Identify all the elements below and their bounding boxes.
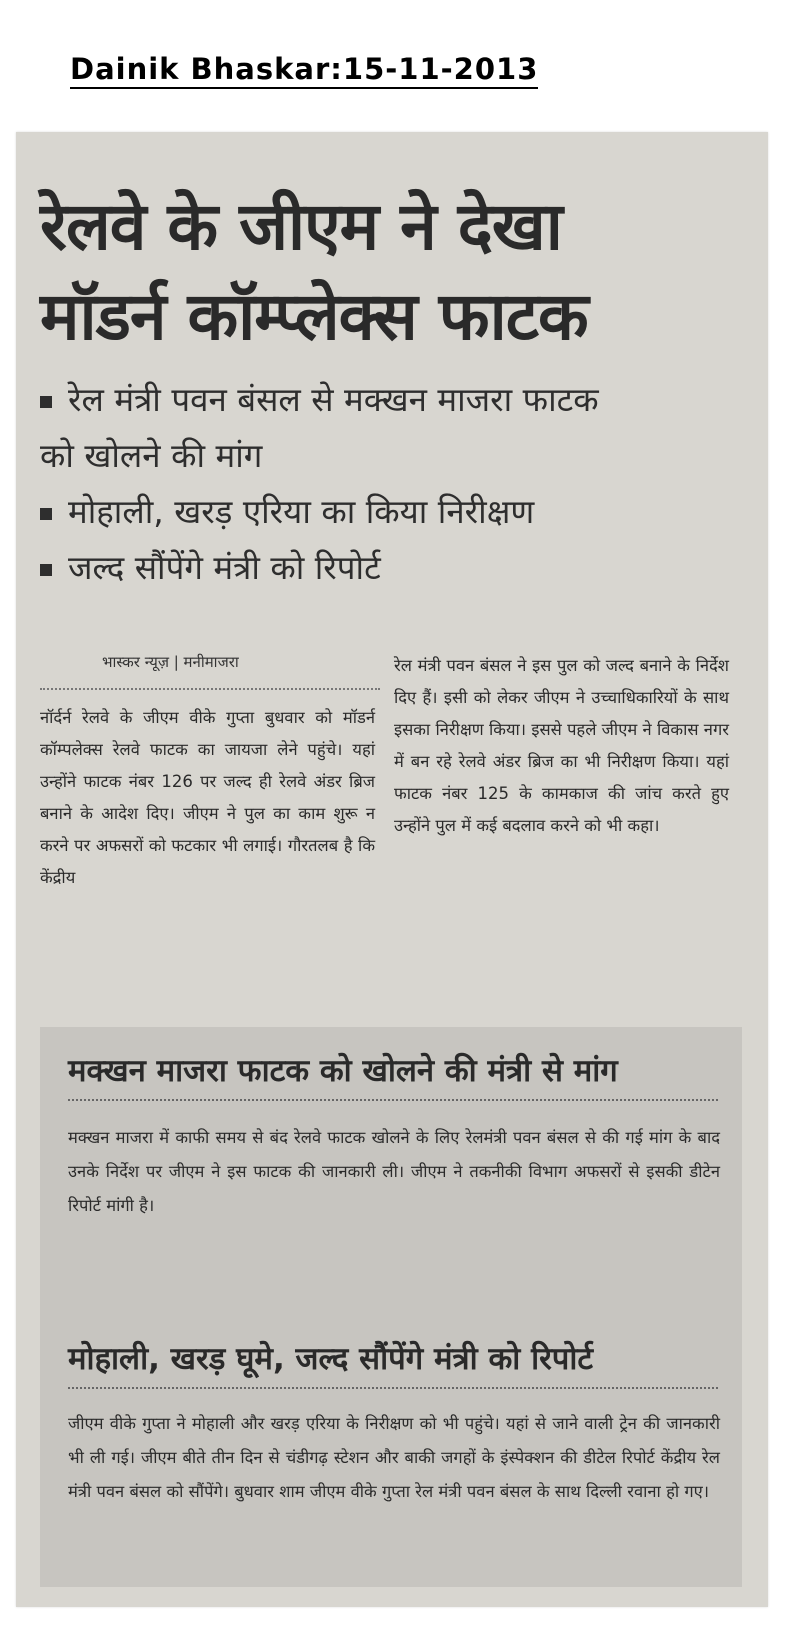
bullet-text: मोहाली, खरड़ एरिया का किया निरीक्षण [68,492,535,531]
bullet-square-icon [40,396,52,408]
bullet-text-continued: को खोलने की मांग [40,436,263,475]
divider [68,1387,718,1389]
bullet-text: जल्द सौंपेंगे मंत्री को रिपोर्ट [68,548,381,587]
byline: भास्कर न्यूज़ | मनीमाजरा [102,653,239,671]
article-paragraph: नॉर्दर्न रेलवे के जीएम वीके गुप्ता बुधवार को मॉडर्न कॉम्पलेक्स रेलवे फाटक का जायजा लेने पहुंचे। यहां उन्होंने फाटक नंबर 126 पर जल्द ही रेलवे अंडर ब्रिज बनाने के आदेश दिए। जीएम ने पुल का काम शुरू न करने पर अफसरों को फटकार भी लगाई। गौरतलब है कि केंद्रीय [40,708,375,887]
sidebar-box [40,1027,742,1587]
article-paragraph: रेल मंत्री पवन बंसल ने इस पुल को जल्द बनाने के निर्देश दिए हैं। इसी को लेकर जीएम ने उच्चाधिकारियों के साथ इसका निरीक्षण किया। इससे पहले जीएम ने विकास नगर में बन रहे रेलवे अंडर ब्रिज का भी निरीक्षण किया। यहां फाटक नंबर 125 के कामकाज की जांच करते हुए उन्होंने पुल में कई बदलाव करने को भी कहा। [394,656,729,835]
bullet-item [40,484,760,540]
divider [40,688,380,690]
bullet-item [40,540,760,596]
box-heading-1: मक्खन माजरा फाटक को खोलने की मंत्री से मांग [68,1053,618,1089]
bullet-text: रेल मंत्री पवन बंसल से मक्खन माजरा फाटक [68,380,599,419]
box-heading-2: मोहाली, खरड़ घूमे, जल्द सौंपेंगे मंत्री को रिपोर्ट [68,1341,594,1377]
bullet-square-icon [40,508,52,520]
summary-bullets [40,372,760,596]
divider [68,1099,718,1101]
masthead-title: Dainik Bhaskar:15-11-2013 [70,52,538,89]
newspaper-clipping [16,132,768,1607]
headline-line-2: मॉडर्न कॉम्प्लेक्स फाटक [40,278,588,355]
bullet-item [40,372,760,428]
headline [40,182,760,362]
article-column-2 [394,650,729,842]
box-paragraph-1: मक्खन माजरा में काफी समय से बंद रेलवे फाटक खोलने के लिए रेलमंत्री पवन बंसल से की गई मांग के बाद उनके निर्देश पर जीएम ने इस फाटक की जानकारी ली। जीएम ने तकनीकी विभाग अफसरों से इसकी डीटेन रिपोर्ट मांगी है। [68,1128,720,1215]
box-paragraph-2: जीएम वीके गुप्ता ने मोहाली और खरड़ एरिया के निरीक्षण को भी पहुंचे। यहां से जाने वाली ट्रेन की जानकारी भी ली गई। जीएम बीते तीन दिन से चंडीगढ़ स्टेशन और बाकी जगहों के इंस्पेक्शन की डीटेल रिपोर्ट केंद्रीय रेल मंत्री पवन बंसल को सौंपेंगे। बुधवार शाम जीएम वीके गुप्ता रेल मंत्री पवन बंसल के साथ दिल्ली रवाना हो गए। [68,1414,720,1501]
bullet-square-icon [40,564,52,576]
article-column-1 [40,702,375,894]
headline-line-1: रेलवे के जीएम ने देखा [40,188,562,265]
